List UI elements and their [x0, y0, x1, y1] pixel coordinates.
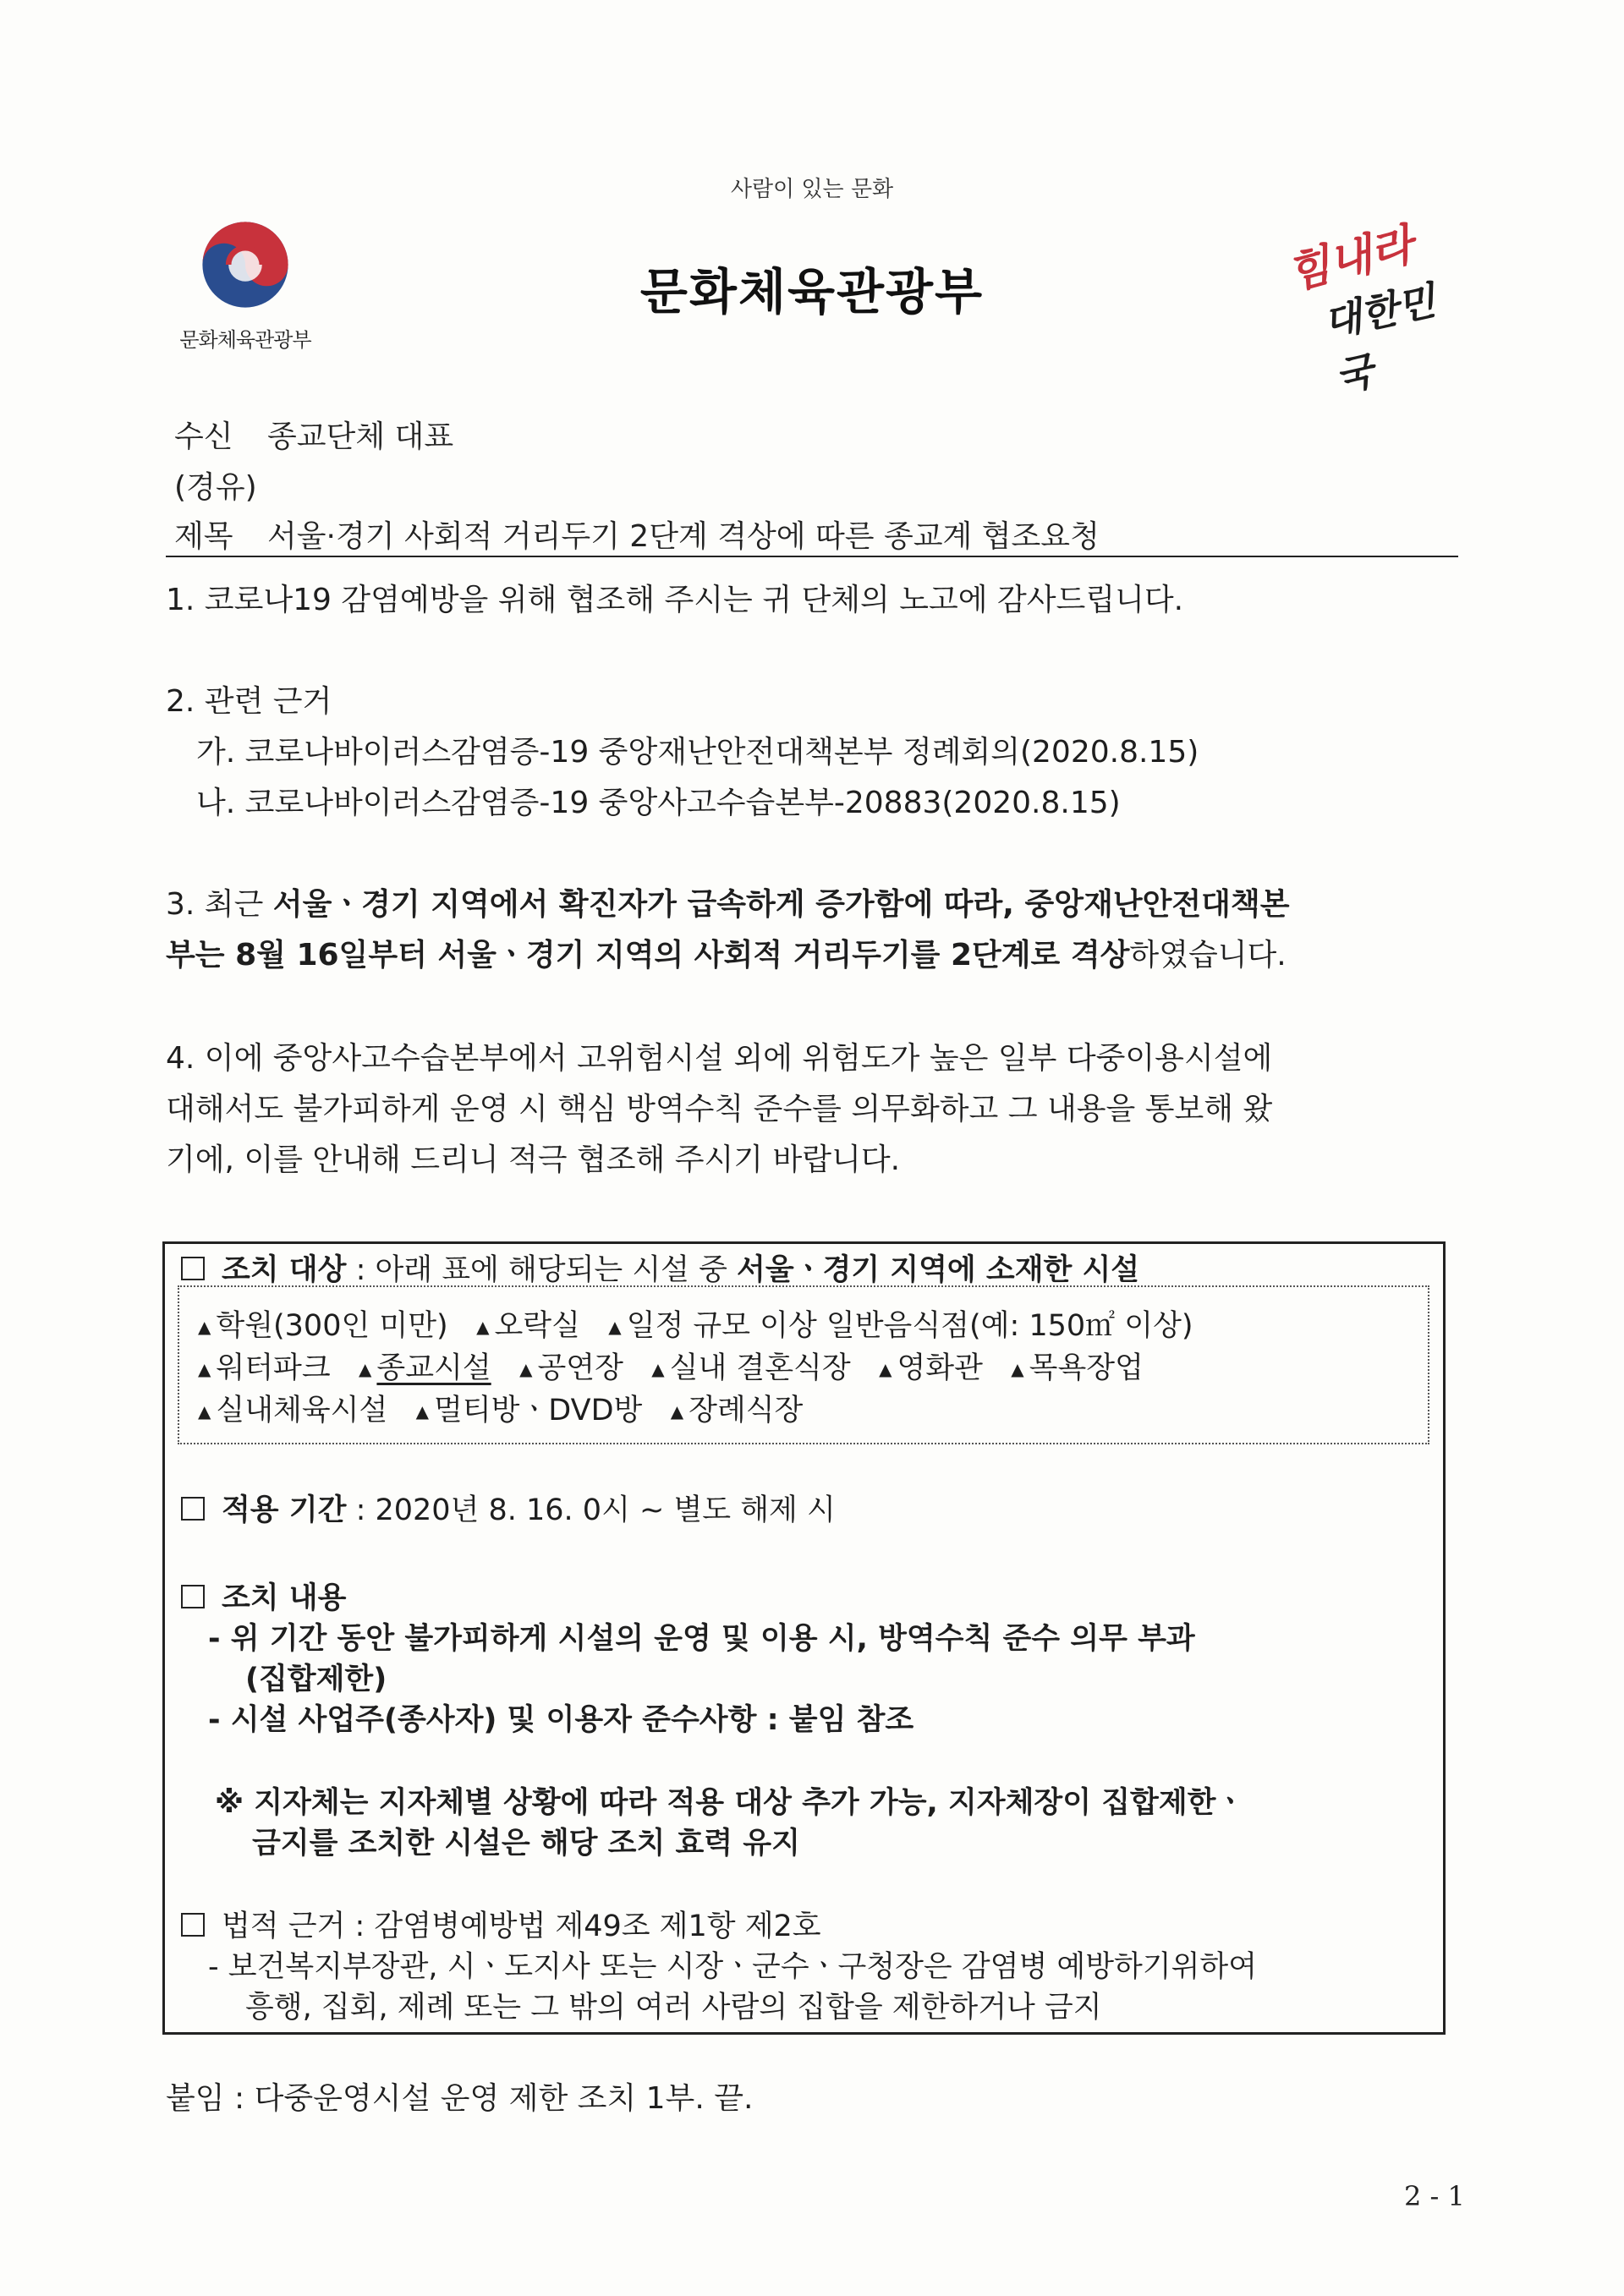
subject-line — [174, 512, 1100, 556]
facility: 오락실 — [494, 1309, 580, 1343]
triangle-bullet-icon: ▲ — [879, 1359, 892, 1379]
triangle-bullet-icon: ▲ — [608, 1317, 622, 1337]
content-label: 조치 내용 — [222, 1581, 347, 1615]
triangle-bullet-icon: ▲ — [670, 1401, 684, 1422]
via-line: (경유) — [174, 470, 257, 505]
facilities-row-3 — [198, 1387, 803, 1429]
target-text: : 아래 표에 해당되는 시설 중 — [346, 1253, 738, 1287]
facility: 공연장 — [537, 1351, 623, 1385]
content-line — [181, 1575, 346, 1617]
p3-bold-1: 서울ㆍ경기 지역에서 확진자가 급속하게 증가함에 따라, 중앙재난안전대책본 — [272, 887, 1290, 922]
triangle-bullet-icon: ▲ — [476, 1317, 490, 1337]
page-number: 2 - 1 — [1404, 2180, 1465, 2212]
checkbox-icon — [181, 1257, 205, 1280]
content-item-1: - 위 기간 동안 불가피하게 시설의 운영 및 이용 시, 방역수칙 준수 의무 부과 — [208, 1622, 1195, 1656]
logo-caption: 문화체육관광부 — [179, 328, 311, 352]
paragraph-2-item-a: 가. 코로나바이러스감염증-19 중앙재난안전대책본부 정례회의(2020.8.15) — [196, 735, 1199, 770]
header-divider — [166, 556, 1458, 557]
paragraph-2-item-b: 나. 코로나바이러스감염증-19 중앙사고수습본부-20883(2020.8.15) — [196, 786, 1121, 820]
note-line-1: ※ 지자체는 지자체별 상황에 따라 적용 대상 추가 가능, 지자체장이 집합제한ㆍ — [215, 1786, 1245, 1820]
paragraph-3-line-2 — [166, 930, 1287, 981]
slogan-logo — [1269, 218, 1472, 401]
checkbox-icon — [181, 1585, 205, 1608]
legal-value: : 감염병예방법 제49조 제1항 제2호 — [345, 1910, 821, 1943]
legal-item-1-cont: 흥행, 집회, 제례 또는 그 밖의 여러 사람의 집합을 제한하거나 금지 — [245, 1991, 1102, 2025]
recipient-label: 수신 — [174, 419, 233, 454]
triangle-bullet-icon: ▲ — [415, 1401, 430, 1422]
facility: 실내체육시설 — [216, 1394, 388, 1427]
period-value: : 2020년 8. 16. 0시 ~ 별도 해제 시 — [346, 1493, 836, 1527]
checkbox-icon — [181, 1497, 205, 1521]
facility: 장례식장 — [689, 1394, 804, 1427]
paragraph-1: 1. 코로나19 감염예방을 위해 협조해 주시는 귀 단체의 노고에 감사드립니다. — [166, 583, 1184, 617]
p3-suffix: 하였습니다. — [1129, 938, 1287, 973]
triangle-bullet-icon: ▲ — [198, 1401, 211, 1422]
triangle-bullet-icon: ▲ — [1011, 1359, 1024, 1379]
subject-label: 제목 — [174, 519, 233, 554]
target-line — [181, 1247, 1139, 1289]
triangle-bullet-icon: ▲ — [198, 1317, 211, 1337]
legal-label: 법적 근거 — [222, 1910, 346, 1943]
attachment-line: 붙임 : 다중운영시설 운영 제한 조치 1부. 끝. — [166, 2081, 754, 2116]
facility: 일정 규모 이상 일반음식점(예: 150㎡ 이상) — [626, 1309, 1193, 1343]
facilities-row-1 — [198, 1302, 1193, 1345]
paragraph-4-line-2: 대해서도 불가피하게 운영 시 핵심 방역수칙 준수를 의무화하고 그 내용을 통보해 왔 — [166, 1092, 1273, 1126]
subject-value: 서울·경기 사회적 거리두기 2단계 격상에 따른 종교계 협조요청 — [267, 519, 1100, 554]
paragraph-4-line-1: 4. 이에 중앙사고수습본부에서 고위험시설 외에 위험도가 높은 일부 다중이용시설에 — [166, 1041, 1273, 1076]
facilities-row-2 — [198, 1345, 1144, 1387]
paragraph-3-line-1 — [166, 879, 1290, 930]
legal-line — [181, 1903, 821, 1945]
paragraph-4-line-3: 기에, 이를 안내해 드리니 적극 협조해 주시기 바랍니다. — [166, 1143, 901, 1177]
period-label: 적용 기간 — [222, 1493, 347, 1527]
note-line-2: 금지를 조치한 시설은 해당 조치 효력 유지 — [252, 1827, 800, 1860]
recipient-line — [174, 413, 453, 456]
facility: 실내 결혼식장 — [669, 1351, 851, 1385]
facility: 목욕장업 — [1029, 1351, 1144, 1385]
triangle-bullet-icon: ▲ — [651, 1359, 665, 1379]
slogan: 사람이 있는 문화 — [730, 177, 894, 202]
facility: 영화관 — [897, 1351, 983, 1385]
facility: 멀티방ㆍDVD방 — [434, 1394, 643, 1427]
recipient-value: 종교단체 대표 — [267, 419, 454, 454]
target-region: 서울ㆍ경기 지역에 소재한 시설 — [737, 1253, 1140, 1287]
checkbox-icon — [181, 1913, 205, 1937]
facility: 학원(300인 미만) — [216, 1309, 448, 1343]
paragraph-2-title: 2. 관련 근거 — [166, 684, 332, 719]
content-item-2: - 시설 사업주(종사자) 및 이용자 준수사항 : 붙임 참조 — [208, 1703, 914, 1737]
facility: 워터파크 — [216, 1351, 331, 1385]
p3-prefix: 3. 최근 — [166, 887, 273, 922]
target-label: 조치 대상 — [222, 1253, 347, 1287]
triangle-bullet-icon: ▲ — [198, 1359, 211, 1379]
content-item-1-cont: (집합제한) — [245, 1663, 387, 1696]
ministry-title: 문화체육관광부 — [639, 263, 985, 321]
slogan-logo-line-1: 힘내라 — [1282, 219, 1419, 300]
triangle-bullet-icon: ▲ — [519, 1359, 533, 1379]
slogan-logo-line-2: 대한민국 — [1320, 277, 1440, 401]
facility-religious-highlight: 종교시설 — [376, 1351, 491, 1385]
triangle-bullet-icon: ▲ — [359, 1359, 372, 1379]
legal-item-1: - 보건복지부장관, 시ㆍ도지사 또는 시장ㆍ군수ㆍ구청장은 감염병 예방하기위하여 — [208, 1950, 1258, 1984]
p3-bold-2: 부는 8월 16일부터 서울ㆍ경기 지역의 사회적 거리두기를 2단계로 격상 — [166, 938, 1130, 973]
period-line — [181, 1487, 836, 1529]
